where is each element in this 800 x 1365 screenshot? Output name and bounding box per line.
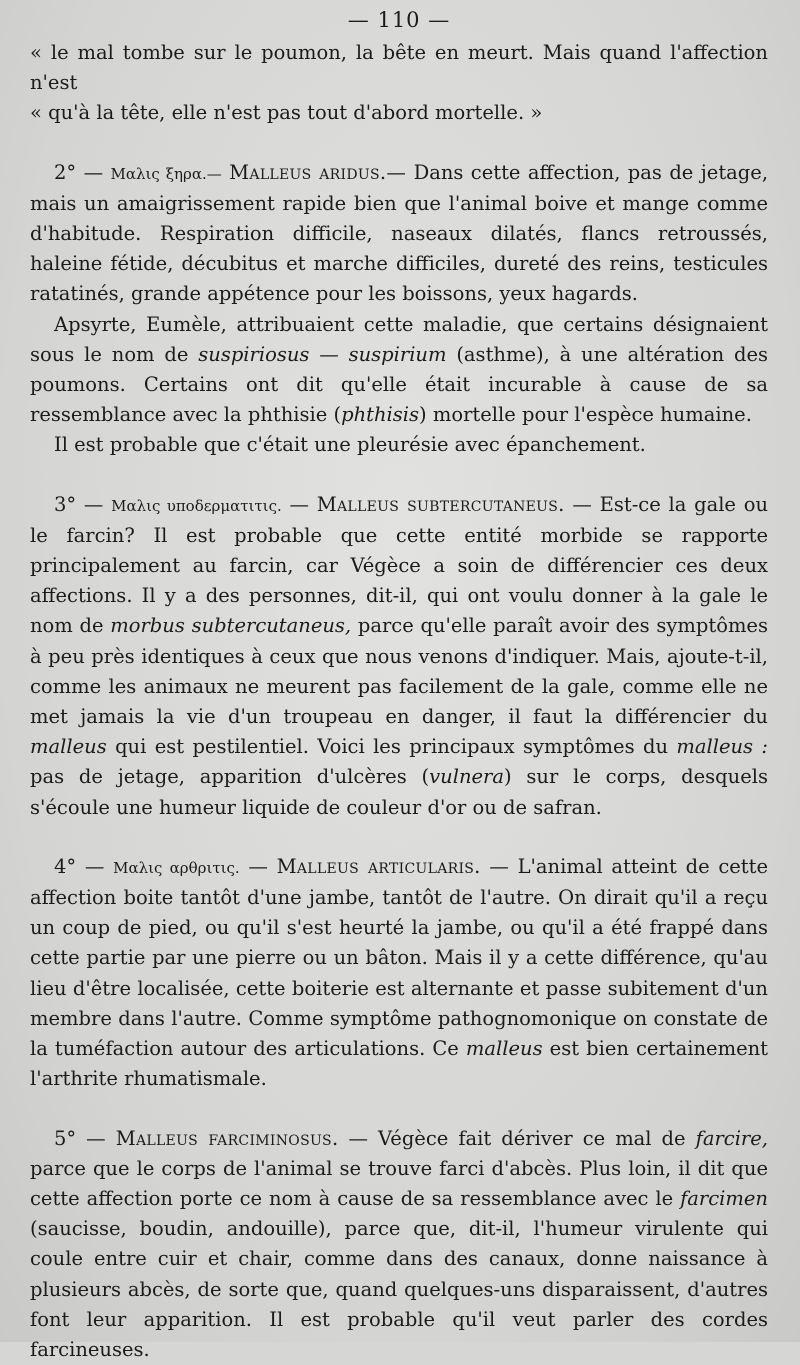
section-4-paragraph xyxy=(30,852,768,1095)
section-2-p2-italic-1: suspiriosus — suspirium xyxy=(198,343,446,366)
intro-quote-line-2: « qu'à la tête, elle n'est pas tout d'abord mortelle. » xyxy=(30,98,768,128)
section-2-paragraph xyxy=(30,158,768,310)
section-2-latin-term: Malleus aridus.— xyxy=(229,161,406,184)
section-3-italic-4: vulnera xyxy=(429,765,504,788)
section-4-number: 4° — xyxy=(54,855,104,878)
section-5-text-1: — Végèce fait dériver ce mal de xyxy=(348,1127,685,1150)
section-3-italic-2: malleus xyxy=(30,735,107,758)
section-2-number: 2° — xyxy=(54,161,103,184)
page-number: — 110 — xyxy=(30,8,768,32)
section-5-paragraph xyxy=(30,1124,768,1365)
section-2-greek-term: Μαλις ξηρα.— xyxy=(111,165,222,183)
section-2-paragraph-2 xyxy=(30,310,768,431)
section-2-p2-text-c: ) mortelle pour l'espèce humaine. xyxy=(419,403,752,426)
section-5-italic-1: farcire, xyxy=(696,1127,768,1150)
section-2-p2-italic-2: phthisis xyxy=(341,403,419,426)
section-3-italic-1: morbus subtercutaneus, xyxy=(110,614,351,637)
section-5-italic-2: farcimen xyxy=(680,1187,768,1210)
section-4-text-1: — L'animal atteint de cette affection boite tantôt d'une jambe, tantôt de l'autre. On dirait qu'il a reçu un coup de pied, ou qu'il s'est heurté la jambe, ou qu'il a été frappé dans cette partie par une pierre ou un bâton. Mais il y a cette différence, qu'au lieu d'être localisée, cette boiterie est alternante et passe subitement d'un membre dans l'autre. Comme symptôme pathognomonique on constate de la tuméfaction autour des articulations. Ce xyxy=(30,855,768,1060)
section-2-paragraph-3: Il est probable que c'était une pleurésie avec épanchement. xyxy=(30,430,768,460)
section-3-text-5: ) sur le corps, desquels s'écoule une humeur liquide de couleur d'or ou de safran. xyxy=(30,765,768,818)
section-5-text-3: (saucisse, boudin, andouille), parce que, dit-il, l'humeur virulente qui coule entre cuir et chair, comme dans des canaux, donne naissance à plusieurs abcès, de sorte que, quand quelques-uns disparaissent, d'autres font leur apparition. Il est probable qu'il veut parler des cordes farcineuses. xyxy=(30,1217,768,1361)
section-4-italic-1: malleus xyxy=(466,1037,543,1060)
section-3-number: 3° — xyxy=(54,493,103,516)
section-4-latin-term: Malleus articularis. xyxy=(277,855,481,878)
intro-quote-line-1: « le mal tombe sur le poumon, la bête en meurt. Mais quand l'affection n'est xyxy=(30,38,768,98)
section-5-number: 5° — xyxy=(54,1127,106,1150)
section-3-text-2: parce qu'elle paraît avoir des symptômes à peu près identiques à ceux que nous venons d'indiquer. Mais, ajoute-t-il, comme les animaux ne meurent pas facilement de la gale, comme elle ne met jamais la vie d'un troupeau en danger, il faut la différencier du xyxy=(30,614,768,728)
section-2-p2-text-b: (asthme), à une altération des poumons. Certains ont dit qu'elle était incurable à cause de sa ressemblance avec la phthisie ( xyxy=(30,343,768,426)
section-4-greek-term: Μαλις αρθριτις. xyxy=(113,859,240,877)
section-3-italic-3: malleus : xyxy=(676,735,768,758)
section-4-dash: — xyxy=(248,855,268,878)
section-3-text-4: pas de jetage, apparition d'ulcères ( xyxy=(30,765,429,788)
section-5-latin-term: Malleus farciminosus. xyxy=(116,1127,339,1150)
section-2-text: Dans cette affection, pas de jetage, mais un amaigrissement rapide bien que l'animal boive et mange comme d'habitude. Respiration difficile, naseaux dilatés, flancs retroussés, haleine fétide, décubitus et marche difficiles, dureté des reins, testicules ratatinés, grande appétence pour les boissons, yeux hagards. xyxy=(30,161,768,306)
section-3-paragraph xyxy=(30,490,768,823)
section-4-text-2: est bien certainement l'arthrite rhumatismale. xyxy=(30,1037,768,1090)
section-2-p2-text-a: Apsyrte, Eumèle, attribuaient cette maladie, que certains désignaient sous le nom de xyxy=(30,313,768,366)
section-5-text-2: parce que le corps de l'animal se trouve farci d'abcès. Plus loin, il dit que cette affection porte ce nom à cause de sa ressemblance avec le xyxy=(30,1157,768,1210)
section-3-dash: — xyxy=(289,493,309,516)
section-3-text-3: qui est pestilentiel. Voici les principaux symptômes du xyxy=(115,735,668,758)
section-3-latin-term: Malleus subtercutaneus. xyxy=(317,493,565,516)
section-3-greek-term: Μαλις υποδερματιτις. xyxy=(111,497,282,515)
section-3-text-1: — Est-ce la gale ou le farcin? Il est probable que cette entité morbide se rapporte principalement au farcin, car Végèce a soin de différencier ces deux affections. Il y a des personnes, dit-il, qui ont voulu donner à la gale le nom de xyxy=(30,493,768,638)
